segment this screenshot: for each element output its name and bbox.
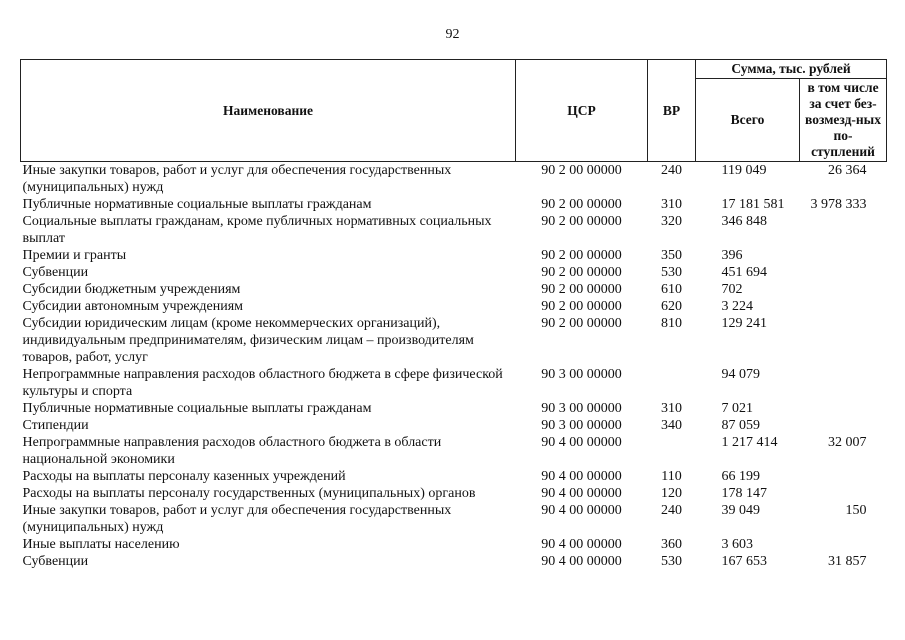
cell-csr: 90 4 00 00000 bbox=[541, 503, 622, 518]
cell-incl bbox=[800, 315, 887, 366]
cell-name: Социальные выплаты гражданам, кроме публичных нормативных социальных выплат bbox=[22, 214, 492, 246]
cell-total: 17 181 581 bbox=[721, 197, 785, 212]
cell-vr: 810 bbox=[661, 316, 682, 331]
table-row bbox=[21, 264, 887, 281]
cell-total: 396 bbox=[721, 248, 743, 263]
cell-incl: 3 978 333 bbox=[810, 197, 867, 212]
cell-vr bbox=[648, 434, 696, 468]
table-row bbox=[21, 213, 887, 247]
cell-csr: 90 2 00 00000 bbox=[541, 248, 622, 263]
cell-vr: 340 bbox=[661, 418, 682, 433]
cell-vr bbox=[648, 366, 696, 400]
cell-total: 129 241 bbox=[721, 316, 767, 331]
cell-total: 119 049 bbox=[721, 163, 767, 178]
header-name: Наименование bbox=[21, 60, 516, 162]
cell-csr: 90 4 00 00000 bbox=[541, 435, 622, 450]
table-row bbox=[21, 553, 887, 570]
cell-total: 346 848 bbox=[721, 214, 767, 229]
table-row bbox=[21, 434, 887, 468]
header-csr: ЦСР bbox=[516, 60, 648, 162]
table-row bbox=[21, 366, 887, 400]
table-row bbox=[21, 247, 887, 264]
cell-vr: 120 bbox=[661, 486, 682, 501]
cell-incl bbox=[800, 366, 887, 400]
cell-incl: 31 857 bbox=[828, 554, 867, 569]
cell-name: Субсидии бюджетным учреждениям bbox=[22, 282, 241, 297]
cell-csr: 90 2 00 00000 bbox=[541, 282, 622, 297]
cell-csr: 90 4 00 00000 bbox=[541, 554, 622, 569]
cell-name: Субсидии автономным учреждениям bbox=[22, 299, 244, 314]
cell-csr: 90 2 00 00000 bbox=[541, 299, 622, 314]
cell-vr: 530 bbox=[661, 265, 682, 280]
cell-incl bbox=[800, 536, 887, 553]
table-row bbox=[21, 281, 887, 298]
cell-name: Непрограммные направления расходов областного бюджета в сфере физической культуры и спорта bbox=[22, 367, 503, 399]
table-row bbox=[21, 196, 887, 213]
cell-name: Стипендии bbox=[22, 418, 89, 433]
cell-total: 702 bbox=[721, 282, 743, 297]
cell-incl: 32 007 bbox=[828, 435, 867, 450]
cell-csr: 90 3 00 00000 bbox=[541, 418, 622, 433]
cell-vr: 310 bbox=[661, 197, 682, 212]
cell-csr: 90 4 00 00000 bbox=[541, 486, 622, 501]
cell-csr: 90 2 00 00000 bbox=[541, 197, 622, 212]
table-body bbox=[21, 162, 887, 571]
cell-total: 7 021 bbox=[721, 401, 753, 416]
cell-name: Расходы на выплаты персоналу казенных учреждений bbox=[22, 469, 346, 484]
cell-incl bbox=[800, 213, 887, 247]
cell-csr: 90 2 00 00000 bbox=[541, 163, 622, 178]
cell-incl bbox=[800, 247, 887, 264]
cell-csr: 90 3 00 00000 bbox=[541, 367, 622, 382]
cell-total: 451 694 bbox=[721, 265, 767, 280]
cell-total: 66 199 bbox=[721, 469, 760, 484]
cell-incl bbox=[800, 485, 887, 502]
cell-vr: 350 bbox=[661, 248, 682, 263]
budget-table-container bbox=[20, 59, 886, 570]
table-row bbox=[21, 298, 887, 315]
cell-name: Премии и гранты bbox=[22, 248, 127, 263]
cell-incl bbox=[800, 298, 887, 315]
cell-incl bbox=[800, 264, 887, 281]
table-row bbox=[21, 502, 887, 536]
cell-csr: 90 2 00 00000 bbox=[541, 214, 622, 229]
table-header bbox=[21, 60, 887, 162]
cell-incl bbox=[800, 281, 887, 298]
cell-name: Субсидии юридическим лицам (кроме некоммерческих организаций), индивидуальным предпринимателям, физическим лицам – производителям товаров, работ, услуг bbox=[22, 316, 474, 365]
header-total: Всего bbox=[696, 79, 800, 162]
cell-name: Непрограммные направления расходов областного бюджета в области национальной экономики bbox=[22, 435, 442, 467]
cell-csr: 90 2 00 00000 bbox=[541, 265, 622, 280]
cell-vr: 530 bbox=[661, 554, 682, 569]
cell-csr: 90 2 00 00000 bbox=[541, 316, 622, 331]
cell-vr: 240 bbox=[661, 503, 682, 518]
cell-vr: 240 bbox=[661, 163, 682, 178]
cell-total: 1 217 414 bbox=[721, 435, 778, 450]
table-row bbox=[21, 400, 887, 417]
cell-vr: 360 bbox=[661, 537, 682, 552]
cell-name: Иные закупки товаров, работ и услуг для обеспечения государственных (муниципальных) нужд bbox=[22, 163, 452, 195]
header-incl: в том числе за счет без-возмезд-ных по-ступлений bbox=[800, 79, 887, 162]
table-row bbox=[21, 315, 887, 366]
table-row bbox=[21, 417, 887, 434]
cell-incl bbox=[800, 468, 887, 485]
table-row bbox=[21, 468, 887, 485]
cell-name: Публичные нормативные социальные выплаты гражданам bbox=[22, 197, 372, 212]
cell-vr: 610 bbox=[661, 282, 682, 297]
table-row bbox=[21, 536, 887, 553]
cell-name: Публичные нормативные социальные выплаты гражданам bbox=[22, 401, 372, 416]
cell-name: Субвенции bbox=[22, 554, 89, 569]
cell-total: 167 653 bbox=[721, 554, 767, 569]
cell-total: 3 224 bbox=[721, 299, 753, 314]
cell-name: Иные выплаты населению bbox=[22, 537, 180, 552]
cell-name: Иные закупки товаров, работ и услуг для обеспечения государственных (муниципальных) нужд bbox=[22, 503, 452, 535]
cell-total: 3 603 bbox=[721, 537, 753, 552]
cell-total: 87 059 bbox=[721, 418, 760, 433]
header-sum-group: Сумма, тыс. рублей bbox=[696, 60, 887, 79]
cell-incl bbox=[800, 417, 887, 434]
cell-csr: 90 4 00 00000 bbox=[541, 537, 622, 552]
cell-incl bbox=[800, 400, 887, 417]
cell-incl: 26 364 bbox=[828, 163, 867, 178]
budget-table bbox=[20, 59, 887, 570]
cell-incl: 150 bbox=[845, 503, 867, 518]
cell-total: 178 147 bbox=[721, 486, 767, 501]
cell-vr: 110 bbox=[661, 469, 682, 484]
cell-vr: 320 bbox=[661, 214, 682, 229]
header-vr: ВР bbox=[648, 60, 696, 162]
cell-vr: 310 bbox=[661, 401, 682, 416]
page-number: 92 bbox=[445, 27, 460, 42]
cell-total: 39 049 bbox=[721, 503, 760, 518]
cell-vr: 620 bbox=[661, 299, 682, 314]
cell-csr: 90 3 00 00000 bbox=[541, 401, 622, 416]
table-row bbox=[21, 485, 887, 502]
cell-name: Расходы на выплаты персоналу государственных (муниципальных) органов bbox=[22, 486, 476, 501]
cell-name: Субвенции bbox=[22, 265, 89, 280]
table-row bbox=[21, 162, 887, 197]
cell-total: 94 079 bbox=[721, 367, 760, 382]
cell-csr: 90 4 00 00000 bbox=[541, 469, 622, 484]
